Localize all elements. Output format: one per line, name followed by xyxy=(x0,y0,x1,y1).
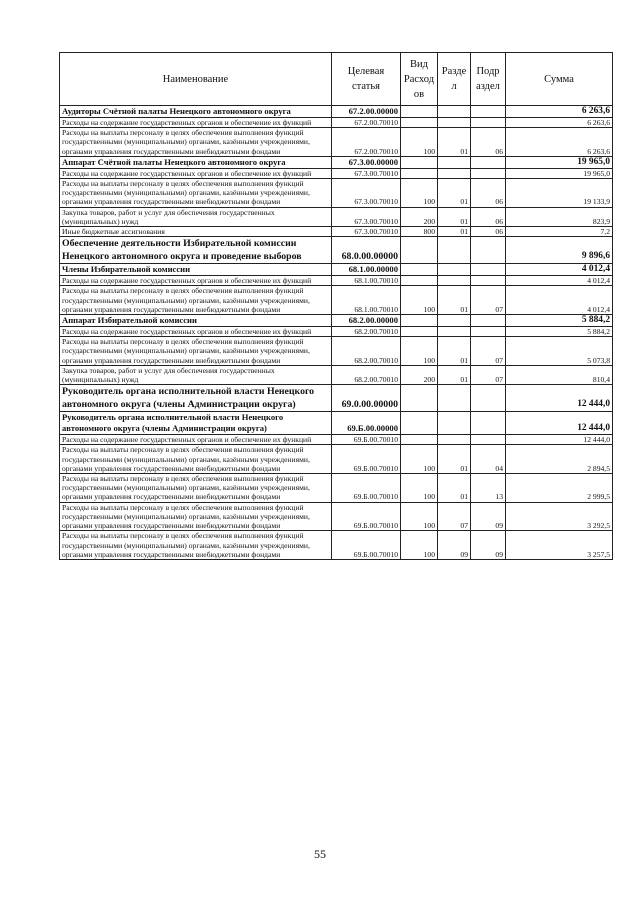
cell-rz xyxy=(438,327,471,337)
cell-rz xyxy=(438,156,471,168)
cell-sum: 3 292,5 xyxy=(506,502,613,531)
cell-code: 67.3.00.70010 xyxy=(332,179,401,208)
cell-vr: 800 xyxy=(401,227,438,237)
cell-rz: 01 xyxy=(438,179,471,208)
table-row xyxy=(60,118,613,128)
cell-vr xyxy=(401,385,438,412)
cell-vr: 200 xyxy=(401,365,438,384)
cell-name: Расходы на выплаты персоналу в целях обеспечения выполнения функций государственными (муниципальными) органами, казёнными учреждениями, органами управления государственными внебюджетными фондами xyxy=(60,286,332,315)
cell-pr: 04 xyxy=(471,445,506,474)
cell-name: Расходы на выплаты персоналу в целях обеспечения выполнения функций государственными (муниципальными) органами, казёнными учреждениями, органами управления государственными внебюджетными фондами xyxy=(60,502,332,531)
cell-name: Аппарат Счётной палаты Ненецкого автономного округа xyxy=(60,156,332,168)
table-row xyxy=(60,337,613,366)
cell-pr: 07 xyxy=(471,337,506,366)
cell-name: Расходы на выплаты персоналу в целях обеспечения выполнения функций государственными (муниципальными) органами, казёнными учреждениями, органами управления государственными внебюджетными фондами xyxy=(60,474,332,503)
cell-code: 68.2.00.70010 xyxy=(332,365,401,384)
cell-pr xyxy=(471,435,506,445)
cell-rz: 01 xyxy=(438,227,471,237)
cell-pr: 09 xyxy=(471,531,506,560)
cell-vr: 100 xyxy=(401,474,438,503)
table-row xyxy=(60,237,613,264)
cell-sum: 823,9 xyxy=(506,207,613,226)
cell-pr xyxy=(471,156,506,168)
table-row xyxy=(60,315,613,327)
cell-rz: 01 xyxy=(438,128,471,157)
cell-name: Расходы на выплаты персоналу в целях обеспечения выполнения функций государственными (муниципальными) органами, казёнными учреждениями, органами управления государственными внебюджетными фондами xyxy=(60,445,332,474)
cell-sum: 7,2 xyxy=(506,227,613,237)
table-row xyxy=(60,286,613,315)
cell-sum: 6 263,6 xyxy=(506,106,613,118)
cell-code: 68.1.00.70010 xyxy=(332,276,401,286)
cell-sum: 5 884,2 xyxy=(506,327,613,337)
cell-sum: 6 263,6 xyxy=(506,118,613,128)
header-name: Наименование xyxy=(60,53,332,106)
cell-sum: 5 884,2 xyxy=(506,315,613,327)
table-row xyxy=(60,179,613,208)
cell-pr xyxy=(471,237,506,264)
table-row xyxy=(60,502,613,531)
budget-table-page xyxy=(59,52,612,560)
cell-vr: 100 xyxy=(401,445,438,474)
header-sum: Сумма xyxy=(506,53,613,106)
cell-vr xyxy=(401,156,438,168)
cell-vr: 100 xyxy=(401,531,438,560)
cell-name: Расходы на выплаты персоналу в целях обеспечения выполнения функций государственными (муниципальными) органами, казёнными учреждениями, органами управления государственными внебюджетными фондами xyxy=(60,128,332,157)
cell-rz xyxy=(438,435,471,445)
cell-pr xyxy=(471,315,506,327)
cell-rz xyxy=(438,264,471,276)
cell-pr: 06 xyxy=(471,207,506,226)
cell-sum: 2 999,5 xyxy=(506,474,613,503)
cell-name: Расходы на выплаты персоналу в целях обеспечения выполнения функций государственными (муниципальными) органами, казёнными учреждениями, органами управления государственными внебюджетными фондами xyxy=(60,179,332,208)
cell-vr xyxy=(401,315,438,327)
cell-vr xyxy=(401,435,438,445)
header-rz: Разде л xyxy=(438,53,471,106)
cell-name: Расходы на содержание государственных органов и обеспечение их функций xyxy=(60,168,332,178)
cell-code: 68.0.00.00000 xyxy=(332,237,401,264)
cell-pr: 13 xyxy=(471,474,506,503)
cell-code: 68.1.00.00000 xyxy=(332,264,401,276)
cell-code: 69.Б.00.00000 xyxy=(332,412,401,435)
cell-rz xyxy=(438,106,471,118)
budget-table xyxy=(59,52,613,560)
cell-rz xyxy=(438,118,471,128)
table-row xyxy=(60,474,613,503)
cell-sum: 12 444,0 xyxy=(506,385,613,412)
cell-name: Аппарат Избирательной комиссии xyxy=(60,315,332,327)
cell-vr xyxy=(401,168,438,178)
cell-sum: 2 894,5 xyxy=(506,445,613,474)
table-row xyxy=(60,264,613,276)
cell-pr xyxy=(471,264,506,276)
cell-sum: 19 965,0 xyxy=(506,168,613,178)
table-row xyxy=(60,445,613,474)
cell-sum: 9 896,6 xyxy=(506,237,613,264)
cell-pr xyxy=(471,168,506,178)
cell-code: 68.2.00.70010 xyxy=(332,327,401,337)
cell-vr: 200 xyxy=(401,207,438,226)
cell-vr xyxy=(401,237,438,264)
table-row xyxy=(60,385,613,412)
cell-sum: 19 133,9 xyxy=(506,179,613,208)
cell-code: 69.Б.00.70010 xyxy=(332,445,401,474)
cell-pr xyxy=(471,118,506,128)
cell-name: Расходы на содержание государственных органов и обеспечение их функций xyxy=(60,327,332,337)
cell-vr: 100 xyxy=(401,128,438,157)
cell-rz: 01 xyxy=(438,365,471,384)
cell-pr xyxy=(471,327,506,337)
header-pr: Подр аздел xyxy=(471,53,506,106)
cell-code: 68.1.00.70010 xyxy=(332,286,401,315)
table-row xyxy=(60,227,613,237)
cell-rz xyxy=(438,168,471,178)
header-code: Целевая статья xyxy=(332,53,401,106)
cell-name: Аудиторы Счётной палаты Ненецкого автономного округа xyxy=(60,106,332,118)
cell-name: Расходы на содержание государственных органов и обеспечение их функций xyxy=(60,276,332,286)
cell-pr: 06 xyxy=(471,179,506,208)
table-row xyxy=(60,412,613,435)
table-row xyxy=(60,276,613,286)
cell-code: 67.3.00.70010 xyxy=(332,168,401,178)
cell-sum: 4 012,4 xyxy=(506,264,613,276)
cell-sum: 5 073,8 xyxy=(506,337,613,366)
cell-sum: 810,4 xyxy=(506,365,613,384)
cell-code: 69.Б.00.70010 xyxy=(332,502,401,531)
cell-name: Расходы на выплаты персоналу в целях обеспечения выполнения функций государственными (муниципальными) органами, казёнными учреждениями, органами управления государственными внебюджетными фондами xyxy=(60,337,332,366)
cell-pr xyxy=(471,412,506,435)
table-header-row xyxy=(60,53,613,106)
cell-sum: 4 012,4 xyxy=(506,286,613,315)
cell-rz: 09 xyxy=(438,531,471,560)
cell-code: 69.Б.00.70010 xyxy=(332,474,401,503)
cell-sum: 3 257,5 xyxy=(506,531,613,560)
cell-vr: 100 xyxy=(401,286,438,315)
cell-code: 69.Б.00.70010 xyxy=(332,435,401,445)
table-row xyxy=(60,168,613,178)
cell-sum: 6 263,6 xyxy=(506,128,613,157)
cell-vr: 100 xyxy=(401,337,438,366)
cell-vr xyxy=(401,276,438,286)
cell-rz: 01 xyxy=(438,337,471,366)
cell-sum: 4 012,4 xyxy=(506,276,613,286)
cell-rz xyxy=(438,276,471,286)
cell-vr xyxy=(401,412,438,435)
cell-rz: 01 xyxy=(438,474,471,503)
cell-sum: 12 444,0 xyxy=(506,412,613,435)
cell-name: Иные бюджетные ассигнования xyxy=(60,227,332,237)
header-vr: Вид Расход ов xyxy=(401,53,438,106)
cell-code: 67.3.00.00000 xyxy=(332,156,401,168)
table-row xyxy=(60,365,613,384)
cell-code: 69.0.00.00000 xyxy=(332,385,401,412)
cell-code: 67.3.00.70010 xyxy=(332,227,401,237)
cell-name: Члены Избирательной комиссии xyxy=(60,264,332,276)
cell-pr xyxy=(471,106,506,118)
cell-vr xyxy=(401,118,438,128)
table-row xyxy=(60,128,613,157)
cell-sum: 19 965,0 xyxy=(506,156,613,168)
cell-name: Расходы на выплаты персоналу в целях обеспечения выполнения функций государственными (муниципальными) органами, казёнными учреждениями, органами управления государственными внебюджетными фондами xyxy=(60,531,332,560)
cell-code: 67.2.00.00000 xyxy=(332,106,401,118)
cell-code: 68.2.00.00000 xyxy=(332,315,401,327)
cell-vr xyxy=(401,327,438,337)
cell-code: 67.3.00.70010 xyxy=(332,207,401,226)
cell-name: Закупка товаров, работ и услуг для обеспечения государственных (муниципальных) нужд xyxy=(60,365,332,384)
table-row xyxy=(60,106,613,118)
cell-pr: 06 xyxy=(471,227,506,237)
cell-rz: 01 xyxy=(438,286,471,315)
cell-pr: 09 xyxy=(471,502,506,531)
cell-code: 67.2.00.70010 xyxy=(332,118,401,128)
cell-pr: 06 xyxy=(471,128,506,157)
table-row xyxy=(60,207,613,226)
table-row xyxy=(60,435,613,445)
cell-vr: 100 xyxy=(401,502,438,531)
cell-rz: 07 xyxy=(438,502,471,531)
cell-rz xyxy=(438,385,471,412)
table-row xyxy=(60,156,613,168)
cell-vr xyxy=(401,106,438,118)
cell-rz: 01 xyxy=(438,207,471,226)
table-row xyxy=(60,327,613,337)
cell-pr: 07 xyxy=(471,286,506,315)
cell-rz xyxy=(438,237,471,264)
cell-rz xyxy=(438,412,471,435)
cell-name: Расходы на содержание государственных органов и обеспечение их функций xyxy=(60,118,332,128)
cell-pr: 07 xyxy=(471,365,506,384)
cell-code: 67.2.00.70010 xyxy=(332,128,401,157)
table-row xyxy=(60,531,613,560)
cell-name: Руководитель органа исполнительной власти Ненецкого автономного округа (члены Администрации округа) xyxy=(60,412,332,435)
cell-pr xyxy=(471,276,506,286)
cell-name: Закупка товаров, работ и услуг для обеспечения государственных (муниципальных) нужд xyxy=(60,207,332,226)
cell-name: Руководитель органа исполнительной власти Ненецкого автономного округа (члены Администрации округа) xyxy=(60,385,332,412)
page-number: 55 xyxy=(314,847,326,861)
cell-pr xyxy=(471,385,506,412)
cell-vr xyxy=(401,264,438,276)
cell-name: Обеспечение деятельности Избирательной комиссии Ненецкого автономного округа и проведение выборов xyxy=(60,237,332,264)
cell-rz xyxy=(438,315,471,327)
cell-code: 69.Б.00.70010 xyxy=(332,531,401,560)
cell-sum: 12 444,0 xyxy=(506,435,613,445)
cell-rz: 01 xyxy=(438,445,471,474)
cell-code: 68.2.00.70010 xyxy=(332,337,401,366)
cell-vr: 100 xyxy=(401,179,438,208)
cell-name: Расходы на содержание государственных органов и обеспечение их функций xyxy=(60,435,332,445)
